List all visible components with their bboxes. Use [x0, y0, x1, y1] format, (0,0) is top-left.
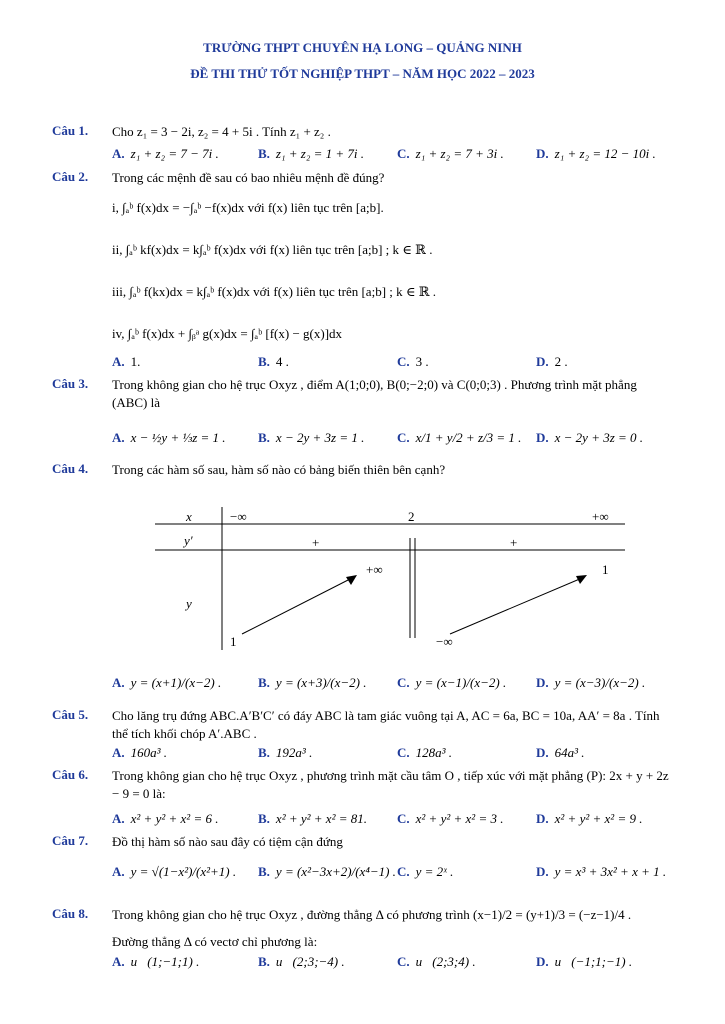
option-b[interactable]: B. x² + y² + x² = 81.	[258, 811, 367, 826]
option-c[interactable]: C. z₁ + z₂ = 7 + 3i .	[397, 146, 504, 161]
option-b[interactable]: B. y = (x+3)/(x−2) .	[258, 675, 367, 690]
option-d[interactable]: D. z₁ + z₂ = 12 − 10i .	[536, 146, 656, 161]
option-c[interactable]: C. 3 .	[397, 354, 429, 369]
variation-table	[150, 502, 630, 652]
question-8-options	[112, 954, 672, 974]
option-d[interactable]: D. 2 .	[536, 354, 568, 369]
option-a[interactable]: A. 160a³ .	[112, 745, 168, 760]
option-d[interactable]: D. x² + y² + x² = 9 .	[536, 811, 643, 826]
option-c[interactable]: C. y = (x−1)/(x−2) .	[397, 675, 507, 690]
question-4-options	[112, 675, 672, 695]
question-number: Câu 7.	[52, 833, 89, 848]
option-a[interactable]: A. u⃗(1;−1;1) .	[112, 954, 200, 969]
option-a[interactable]: A. 1.	[112, 354, 141, 369]
option-d[interactable]: D. x − 2y + 3z = 0 .	[536, 430, 644, 445]
option-c[interactable]: C. x/1 + y/2 + z/3 = 1 .	[397, 430, 522, 445]
question-number: Câu 2.	[52, 169, 89, 184]
option-d[interactable]: D. y = (x−3)/(x−2) .	[536, 675, 646, 690]
question-8-text-2: Đường thẳng Δ có vectơ chỉ phương là:	[112, 934, 318, 949]
option-d[interactable]: D. u⃗(−1;1;−1) .	[536, 954, 633, 969]
option-c[interactable]: C. x² + y² + x² = 3 .	[397, 811, 504, 826]
option-a[interactable]: A. y = √(1−x²)/(x²+1) .	[112, 864, 237, 879]
y-left-bottom: 1	[230, 634, 237, 649]
arrow-right-increase	[450, 578, 582, 634]
option-d[interactable]: D. y = x³ + 3x² + x + 1 .	[536, 864, 667, 879]
question-number: Câu 6.	[52, 767, 89, 782]
option-a[interactable]: A. y = (x+1)/(x−2) .	[112, 675, 222, 690]
question-text: Cho z₁ = 3 − 2i, z₂ = 4 + 5i . Tính z₁ + z₂ .	[112, 124, 331, 139]
statement-iii: iii, ∫ₐᵇ f(kx)dx = k∫ₐᵇ f(x)dx với f(x) liên tục trên [a;b] ; k ∈ ℝ .	[112, 284, 437, 299]
statement-ii: ii, ∫ₐᵇ kf(x)dx = k∫ₐᵇ f(x)dx với f(x) liên tục trên [a;b] ; k ∈ ℝ .	[112, 242, 433, 257]
question-number: Câu 5.	[52, 707, 89, 722]
question-number: Câu 1.	[52, 123, 89, 138]
option-d[interactable]: D. 64a³ .	[536, 745, 585, 760]
question-6-options	[112, 811, 672, 831]
question-text: Trong không gian cho hệ trục Oxyz , đường thẳng Δ có phương trình (x−1)/2 = (y+1)/3 = (−z−1)/4 .	[112, 907, 632, 922]
option-c[interactable]: C. 128a³ .	[397, 745, 453, 760]
question-3-options	[112, 430, 672, 450]
arrow-left-increase	[242, 578, 352, 634]
statement-iv: iv, ∫ₐᵇ f(x)dx + ∫ᵦᵃ g(x)dx = ∫ₐᵇ [f(x) − g(x)]dx	[112, 326, 343, 341]
option-b[interactable]: B. z₁ + z₂ = 1 + 7i .	[258, 146, 365, 161]
question-text: Đồ thị hàm số nào sau đây có tiệm cận đứng	[112, 834, 343, 849]
question-text: Trong các mệnh đề sau có bao nhiêu mệnh đề đúng?	[112, 170, 385, 185]
question-1-options	[112, 146, 672, 166]
option-b[interactable]: B. x − 2y + 3z = 1 .	[258, 430, 365, 445]
option-b[interactable]: B. 192a³ .	[258, 745, 313, 760]
option-c[interactable]: C. y = 2ˣ .	[397, 864, 454, 879]
x-left-value: −∞	[230, 509, 247, 524]
question-2-options	[112, 354, 672, 374]
row-x-label: x	[186, 509, 192, 524]
exam-school-title: TRƯỜNG THPT CHUYÊN HẠ LONG – QUẢNG NINH	[203, 40, 522, 55]
option-b[interactable]: B. y = (x²−3x+2)/(x⁴−1) .	[258, 864, 396, 879]
question-text: Cho lăng trụ đứng ABC.A′B′C′ có đáy ABC là tam giác vuông tại A, AC = 6a, BC = 10a, AA′ = 8a . Tính thể tích khối chóp A′.ABC .	[112, 708, 660, 741]
exam-title: ĐỀ THI THỬ TỐT NGHIỆP THPT – NĂM HỌC 2022 – 2023	[190, 66, 535, 81]
sign-left: +	[312, 535, 320, 550]
question-number: Câu 8.	[52, 906, 89, 921]
sign-right: +	[510, 535, 518, 550]
question-7-options	[112, 864, 672, 884]
option-c[interactable]: C. u⃗(2;3;4) .	[397, 954, 476, 969]
question-text: Trong không gian cho hệ trục Oxyz , điểm A(1;0;0), B(0;−2;0) và C(0;0;3) . Phương trình mặt phẳng (ABC) là	[112, 377, 637, 410]
row-yprime-label: y′	[184, 533, 193, 548]
x-mid-value: 2	[408, 509, 415, 524]
option-a[interactable]: A. x² + y² + x² = 6 .	[112, 811, 219, 826]
question-text: Trong các hàm số sau, hàm số nào có bảng biến thiên bên cạnh?	[112, 462, 446, 477]
option-a[interactable]: A. z₁ + z₂ = 7 − 7i .	[112, 146, 219, 161]
option-b[interactable]: B. 4 .	[258, 354, 289, 369]
y-left-top: +∞	[366, 562, 383, 577]
y-right-top: 1	[602, 562, 609, 577]
question-number: Câu 3.	[52, 376, 89, 391]
y-right-bottom: −∞	[436, 634, 453, 649]
question-number: Câu 4.	[52, 461, 89, 476]
option-b[interactable]: B. u⃗(2;3;−4) .	[258, 954, 345, 969]
question-5-options	[112, 745, 672, 765]
row-y-label: y	[186, 596, 192, 611]
question-text: Trong không gian cho hệ trục Oxyz , phương trình mặt cầu tâm O , tiếp xúc với mặt phẳng (P): 2x + y + 2z − 9 = 0 là:	[112, 768, 669, 801]
statement-i: i, ∫ₐᵇ f(x)dx = −∫ₐᵇ −f(x)dx với f(x) liên tục trên [a;b].	[112, 200, 384, 215]
x-right-value: +∞	[592, 509, 609, 524]
option-a[interactable]: A. x − ½y + ⅓z = 1 .	[112, 430, 226, 445]
